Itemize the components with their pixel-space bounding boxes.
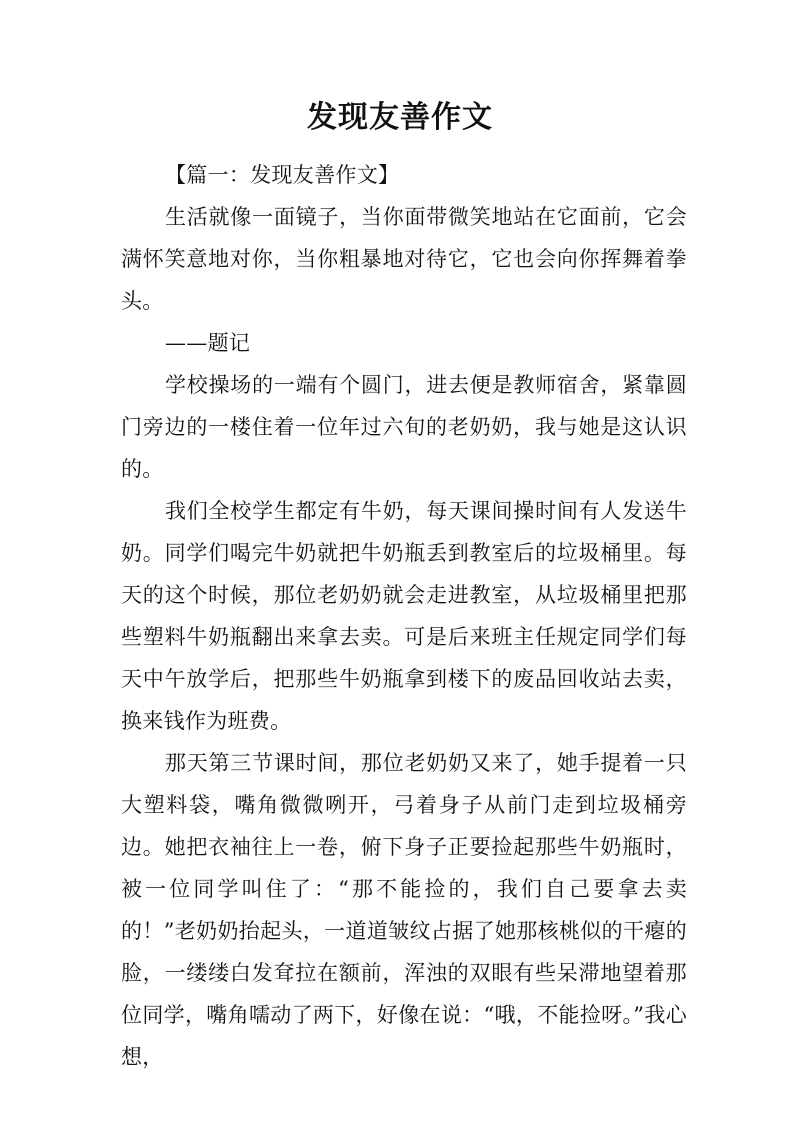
paragraph-3: 学校操场的一端有个圆门，进去便是教师宿舍，紧靠圆门旁边的一楼住着一位年过六旬的老奶奶，我与她是这认识的。: [121, 373, 687, 481]
document-title: 发现友善作文: [307, 100, 493, 135]
paragraph-5: 那天第三节课时间，那位老奶奶又来了，她手提着一只大塑料袋，嘴角微微咧开，弓着身子从前门走到垃圾桶旁边。她把衣袖往上一卷，俯下身子正要捡起那些牛奶瓶时，被一位同学叫住了：“那不能捡的，我们自己要拿去卖的！”老奶奶抬起头，一道道皱纹占据了她那核桃似的干瘪的脸，一缕缕白发耷拉在额前，浑浊的双眼有些呆滞地望着那位同学，嘴角嚅动了两下，好像在说：“哦，不能捡呀。”我心想，: [121, 751, 687, 1069]
paragraph-1: 生活就像一面镜子，当你面带微笑地站在它面前，它会满怀笑意地对你，当你粗暴地对待它，它也会向你挥舞着拳头。: [121, 205, 687, 313]
document-body: [121, 154, 687, 1078]
paragraph-4: 我们全校学生都定有牛奶，每天课间操时间有人发送牛奶。同学们喝完牛奶就把牛奶瓶丢到教室后的垃圾桶里。每天的这个时候，那位老奶奶就会走进教室，从垃圾桶里把那些塑料牛奶瓶翻出来拿去卖。可是后来班主任规定同学们每天中午放学后，把那些牛奶瓶拿到楼下的废品回收站去卖，换来钱作为班费。: [121, 499, 687, 733]
paragraph-epigraph: ——题记: [165, 331, 251, 355]
section-heading: 【篇一：发现友善作文】: [165, 163, 400, 187]
